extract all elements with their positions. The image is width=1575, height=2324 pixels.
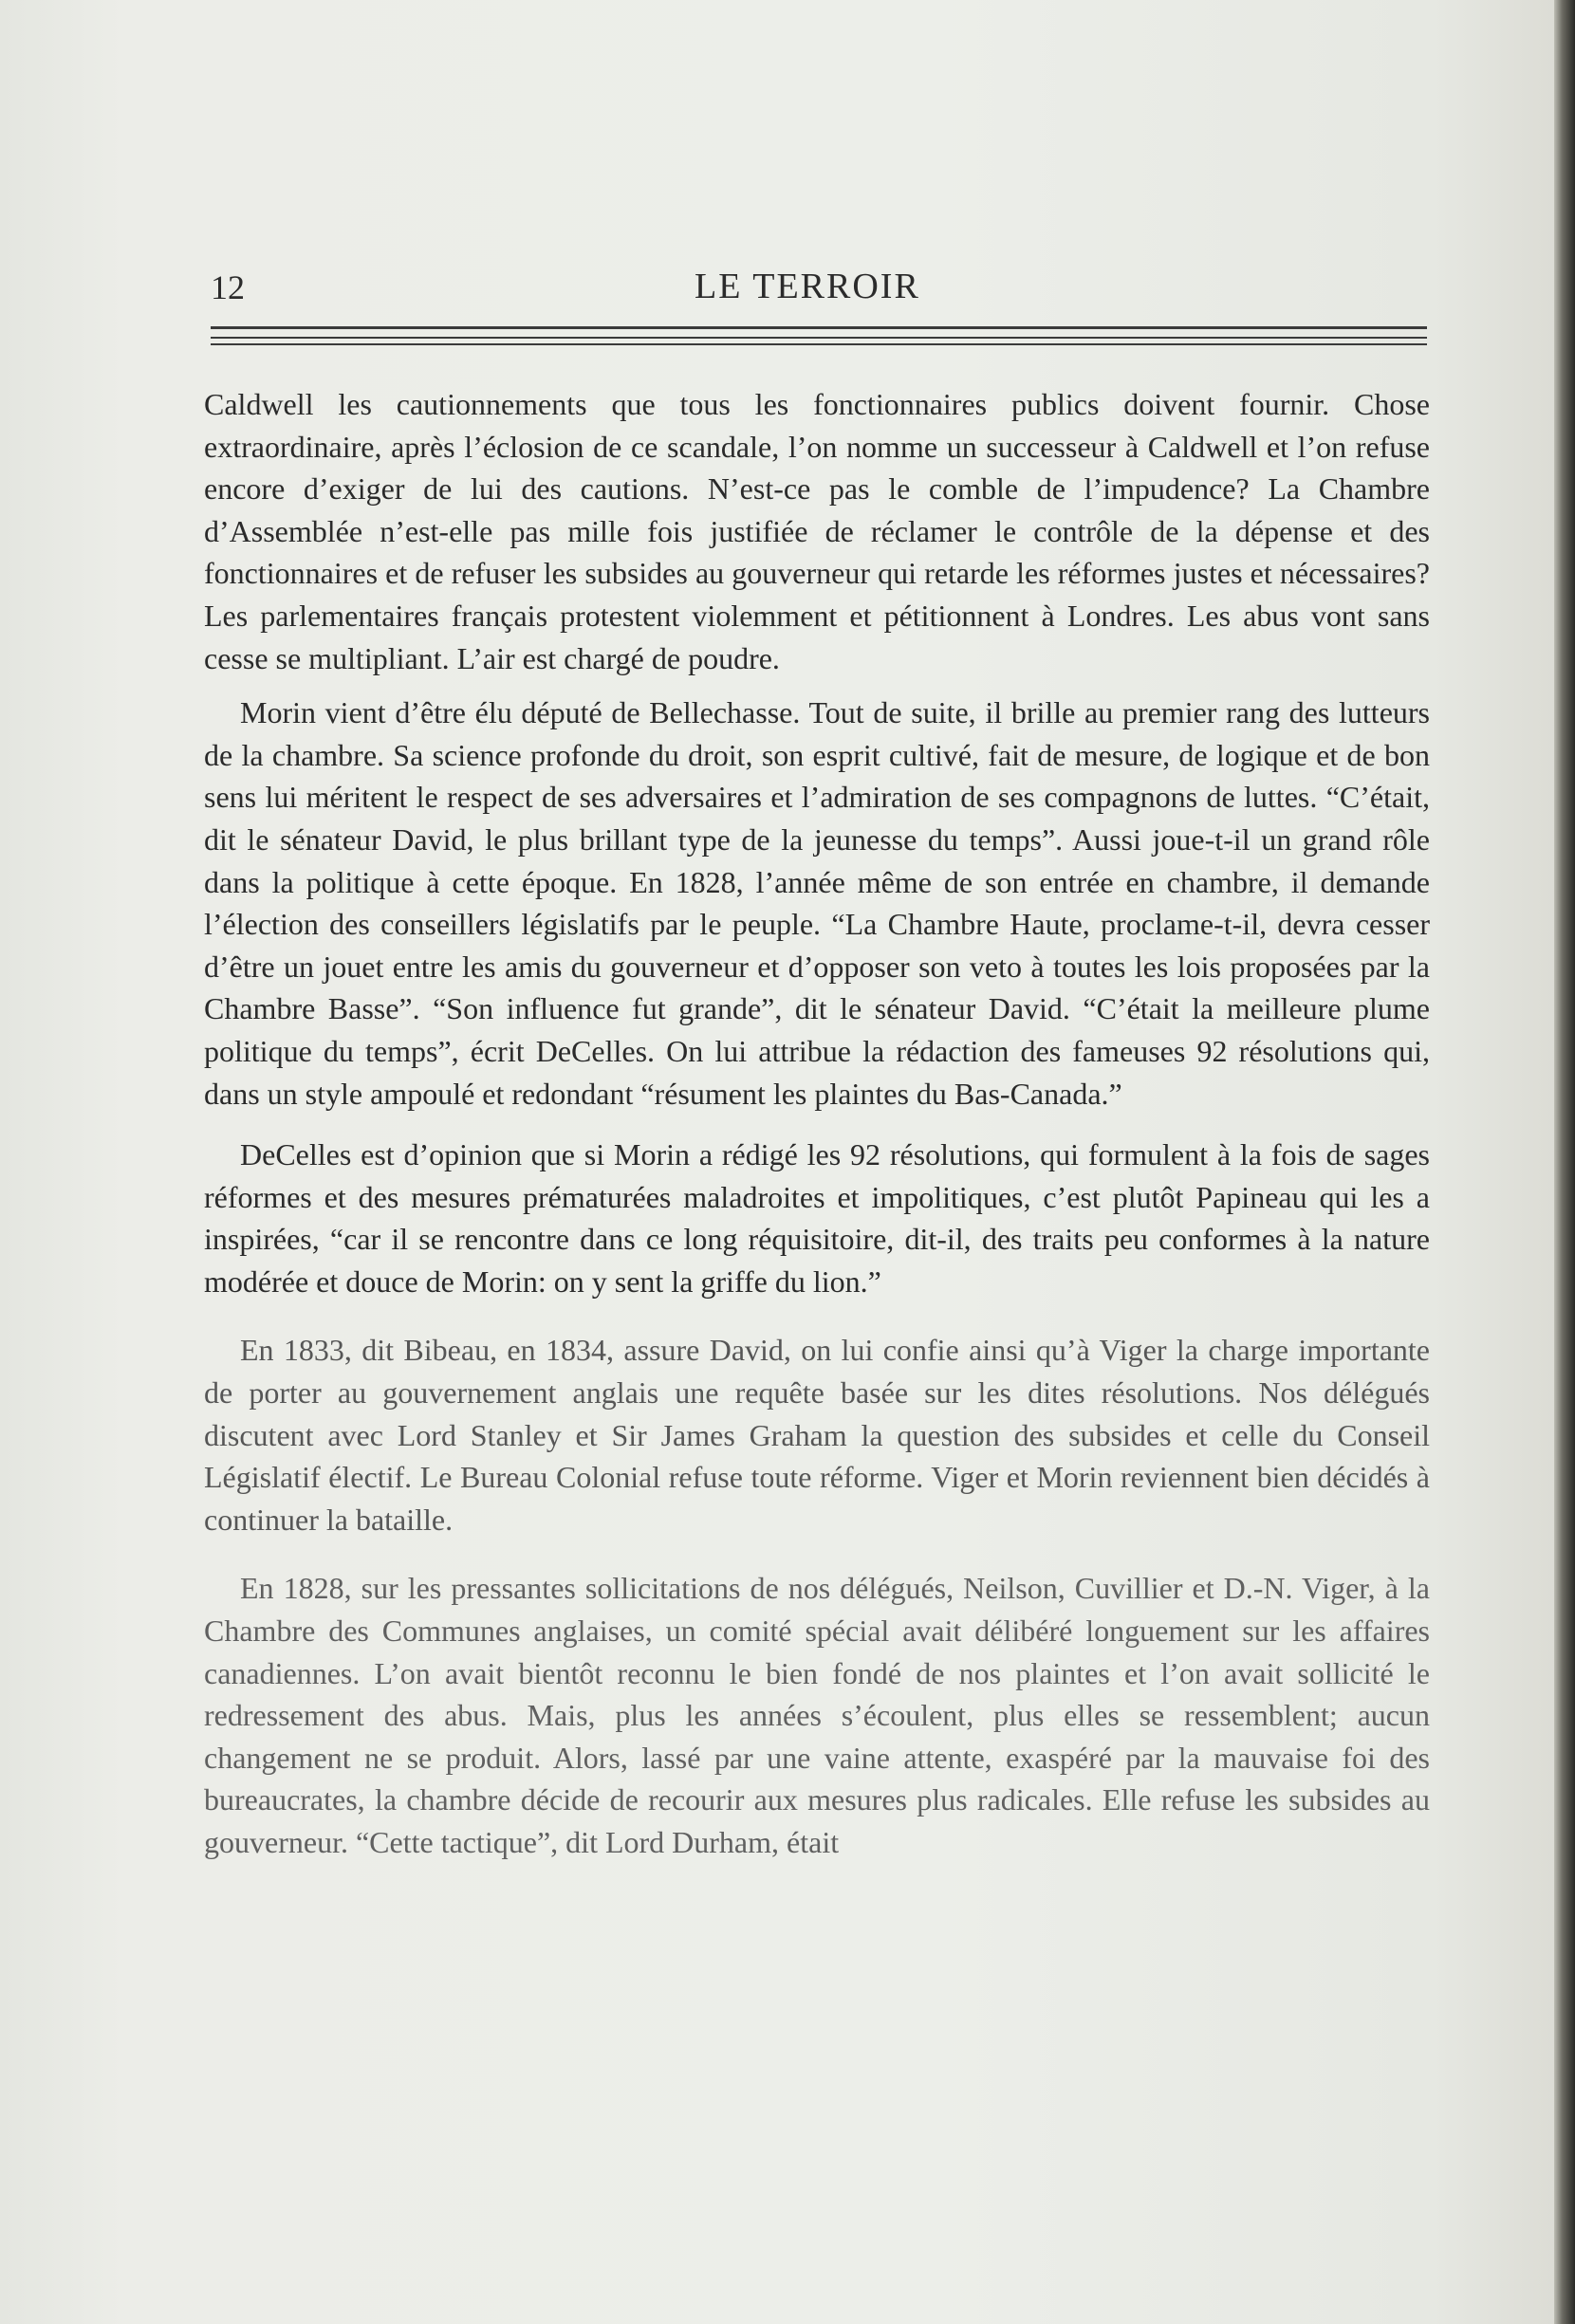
page-header: [211, 266, 1425, 313]
paragraph: En 1833, dit Bibeau, en 1834, assure David, on lui confie ainsi qu’à Viger la charge importante de porter au gouvernement anglais une requête basée sur les dites résolutions. Nos délégués discutent avec Lord Stanley et Sir James Graham la question des subsides et celle du Conseil Législatif électif. Le Bureau Colonial refuse toute réforme. Viger et Morin reviennent bien décidés à continuer la bataille.: [204, 1333, 1430, 1537]
page-edge-shadow: [1554, 0, 1575, 2324]
header-rule: [211, 343, 1427, 345]
paragraph: Morin vient d’être élu député de Bellechasse. Tout de suite, il brille au premier rang des lutteurs de la chambre. Sa science profonde du droit, son esprit cultivé, fait de mesure, de logique et de bon sens lui méritent le respect de ses adversaires et l’admiration de ses compagnons de luttes. “C’était, dit le sénateur David, le plus brillant type de la jeunesse du temps”. Aussi joue-t-il un grand rôle dans la politique à cette époque. En 1828, l’année même de son entrée en chambre, il demande l’élection des conseillers législatifs par le peuple. “La Chambre Haute, proclame-t-il, devra cesser d’être un jouet entre les amis du gouverneur et d’opposer son veto à toutes les lois proposées par la Chambre Basse”. “Son influence fut grande”, dit le sénateur David. “C’était la meilleure plume politique du temps”, écrit DeCelles. On lui attribue la rédaction des fameuses 92 résolutions qui, dans un style ampoulé et redondant “résument les plaintes du Bas-Canada.”: [204, 695, 1430, 1111]
body-text: [204, 383, 1430, 1864]
header-rule: [211, 326, 1427, 329]
running-title: LE TERROIR: [695, 267, 920, 306]
paragraph: Caldwell les cautionnements que tous les fonctionnaires publics doivent fournir. Chose extraordinaire, après l’éclosion de ce scandale, l’on nomme un successeur à Caldwell et l’on refuse encore d’exiger de lui des cautions. N’est-ce pas le comble de l’impudence? La Chambre d’Assemblée n’est-elle pas mille fois justifiée de réclamer le contrôle de la dépense et des fonctionnaires et de refuser les subsides au gouverneur qui retarde les réformes justes et nécessaires? Les parlementaires français protestent violemment et pétitionnent à Londres. Les abus vont sans cesse se multipliant. L’air est chargé de poudre.: [204, 387, 1430, 675]
paragraph: En 1828, sur les pressantes sollicitations de nos délégués, Neilson, Cuvillier et D.-N. Viger, à la Chambre des Communes anglaises, un comité spécial avait délibéré longuement sur les affaires canadiennes. L’on avait bientôt reconnu le bien fondé de nos plaintes et l’on avait sollicité le redressement des abus. Mais, plus les années s’écoulent, plus elles se ressemblent; aucun changement ne se produit. Alors, lassé par une vaine attente, exaspéré par la mauvaise foi des bureaucrates, la chambre décide de recourir aux mesures plus radicales. Elle refuse les subsides au gouverneur. “Cette tactique”, dit Lord Durham, était: [204, 1571, 1430, 1859]
paragraph: DeCelles est d’opinion que si Morin a rédigé les 92 résolutions, qui formulent à la fois de sages réformes et des mesures prématurées maladroites et impolitiques, c’est plutôt Papineau qui les a inspirées, “car il se rencontre dans ce long réquisitoire, dit-il, des traits peu conformes à la nature modérée et douce de Morin: on y sent la griffe du lion.”: [204, 1137, 1430, 1299]
page-number: 12: [211, 268, 245, 306]
header-rule: [211, 337, 1427, 339]
